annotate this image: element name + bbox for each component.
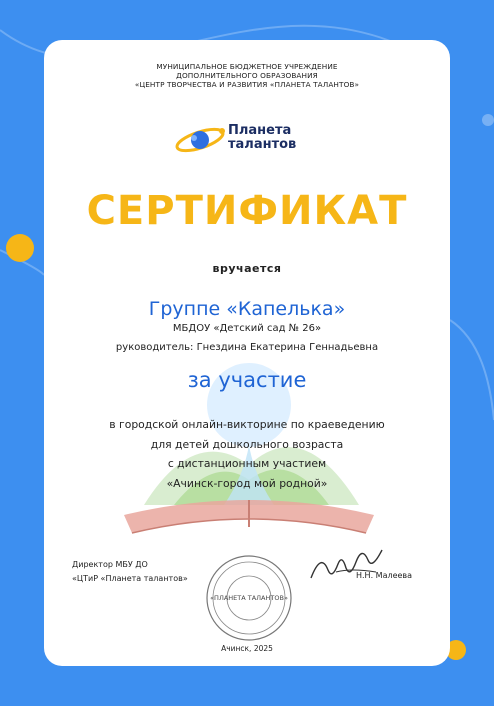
issuer-line-1: МУНИЦИПАЛЬНОЕ БЮДЖЕТНОЕ УЧРЕЖДЕНИЕ: [156, 62, 338, 71]
issuer-line-3: «ЦЕНТР ТВОРЧЕСТВА И РАЗВИТИЯ «ПЛАНЕТА ТАЛАНТОВ»: [134, 80, 360, 89]
issuer-line-2: ДОПОЛНИТЕЛЬНОГО ОБРАЗОВАНИЯ: [176, 71, 318, 80]
logo-text-line-2: талантов: [228, 137, 297, 152]
organization-stamp: [204, 553, 294, 643]
logo-text-line-1: Планета: [228, 123, 292, 138]
description-line-1: в городской онлайн-викторине по краеведению: [109, 418, 385, 431]
director-position-line-2: «ЦТиР «Планета талантов»: [72, 574, 188, 583]
event-description: [44, 415, 450, 493]
awarded-label: вручается: [212, 262, 282, 275]
reason-text: за участие: [187, 368, 307, 392]
certificate-card: [44, 40, 450, 666]
issuer-header: [44, 62, 450, 89]
description-line-3: с дистанционным участием: [167, 457, 327, 470]
director-position-line-1: Директор МБУ ДО: [72, 560, 148, 569]
stamp-text: «ПЛАНЕТА ТАЛАНТОВ»: [210, 594, 288, 602]
logo-text: [228, 124, 296, 152]
leader: руководитель: Гнездина Екатерина Геннадьевна: [115, 342, 379, 353]
organization: МБДОУ «Детский сад № 26»: [172, 323, 322, 334]
certificate-title: СЕРТИФИКАТ: [86, 188, 408, 234]
description-line-2: для детей дошкольного возраста: [150, 437, 344, 451]
place-and-year: Ачинск, 2025: [221, 644, 273, 653]
recipient-name: Группе «Капелька»: [148, 298, 346, 320]
description-line-4: «Ачинск-город мой родной»: [166, 476, 328, 490]
director-position: [72, 558, 188, 586]
director-name: Н.Н. Малеева: [356, 571, 413, 580]
